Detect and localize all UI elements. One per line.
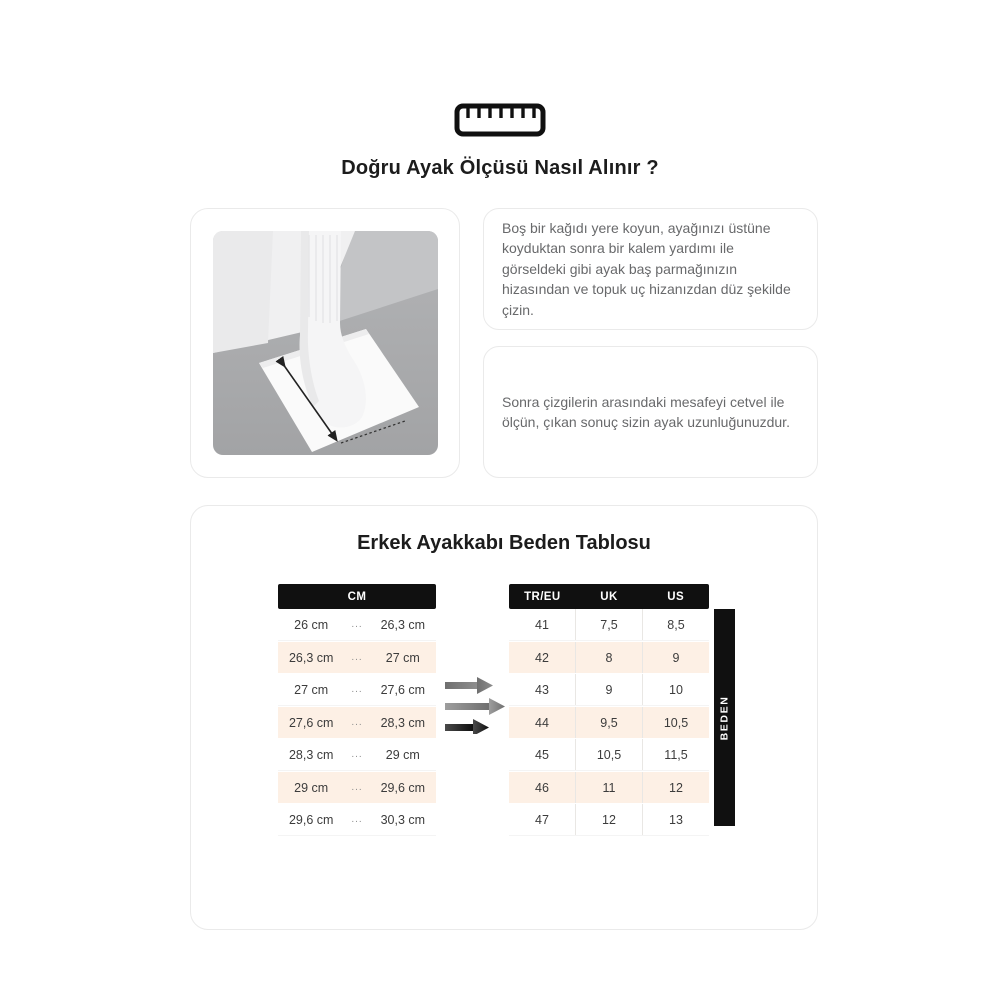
size-table-card [190, 505, 818, 930]
dots-separator: ... [351, 684, 363, 695]
table-row: 26,3 cm ... 27 cm [278, 641, 436, 674]
foot-photo-card [190, 208, 460, 478]
instruction-step1-text: Boş bir kağıdı yere koyun, ayağınızı üstüne koyduktan sonra bir kalem yardımı ile görseldeki gibi ayak baş parmağınızın hizasından ve topuk uç hizanızdan düz şekilde çizin. [502, 219, 791, 318]
cm-table-header [278, 584, 436, 609]
dots-separator: ... [351, 619, 363, 630]
dots-separator: ... [351, 652, 363, 663]
table-row: 29 cm ... 29,6 cm [278, 771, 436, 804]
cm-table [278, 584, 436, 836]
table-row: 27,6 cm ... 28,3 cm [278, 706, 436, 739]
intl-size-table [509, 584, 709, 836]
table-row: 46 11 12 [509, 771, 709, 804]
cm-header-label: CM [347, 590, 367, 603]
table-row: 44 9,5 10,5 [509, 706, 709, 739]
foot-measurement-photo [213, 231, 438, 455]
table-row: 26 cm ... 26,3 cm [278, 609, 436, 641]
header-tr-eu: TR/EU [524, 590, 561, 603]
size-table-title: Erkek Ayakkabı Beden Tablosu [357, 532, 651, 554]
dots-separator: ... [351, 814, 363, 825]
instruction-card-2 [483, 346, 818, 478]
beden-side-bar [714, 609, 735, 826]
table-row: 47 12 13 [509, 804, 709, 836]
instruction-card-1 [483, 208, 818, 330]
table-row: 27 cm ... 27,6 cm [278, 674, 436, 706]
table-row: 41 7,5 8,5 [509, 609, 709, 641]
dots-separator: ... [351, 749, 363, 760]
table-row: 29,6 cm ... 30,3 cm [278, 804, 436, 836]
header-us: US [667, 590, 685, 603]
transfer-arrows-icon [441, 673, 507, 734]
ruler-icon [454, 103, 546, 137]
intl-table-header [509, 584, 709, 609]
table-row: 45 10,5 11,5 [509, 739, 709, 771]
dots-separator: ... [351, 782, 363, 793]
table-row: 28,3 cm ... 29 cm [278, 739, 436, 771]
table-row: 42 8 9 [509, 641, 709, 674]
page-title: Doğru Ayak Ölçüsü Nasıl Alınır ? [341, 157, 659, 179]
dots-separator: ... [351, 717, 363, 728]
table-row: 43 9 10 [509, 674, 709, 706]
instruction-step2-text: Sonra çizgilerin arasındaki mesafeyi cetvel ile ölçün, çıkan sonuç sizin ayak uzunluğunuzdur. [502, 393, 790, 430]
header-uk: UK [600, 590, 618, 603]
beden-label: BEDEN [718, 695, 731, 740]
